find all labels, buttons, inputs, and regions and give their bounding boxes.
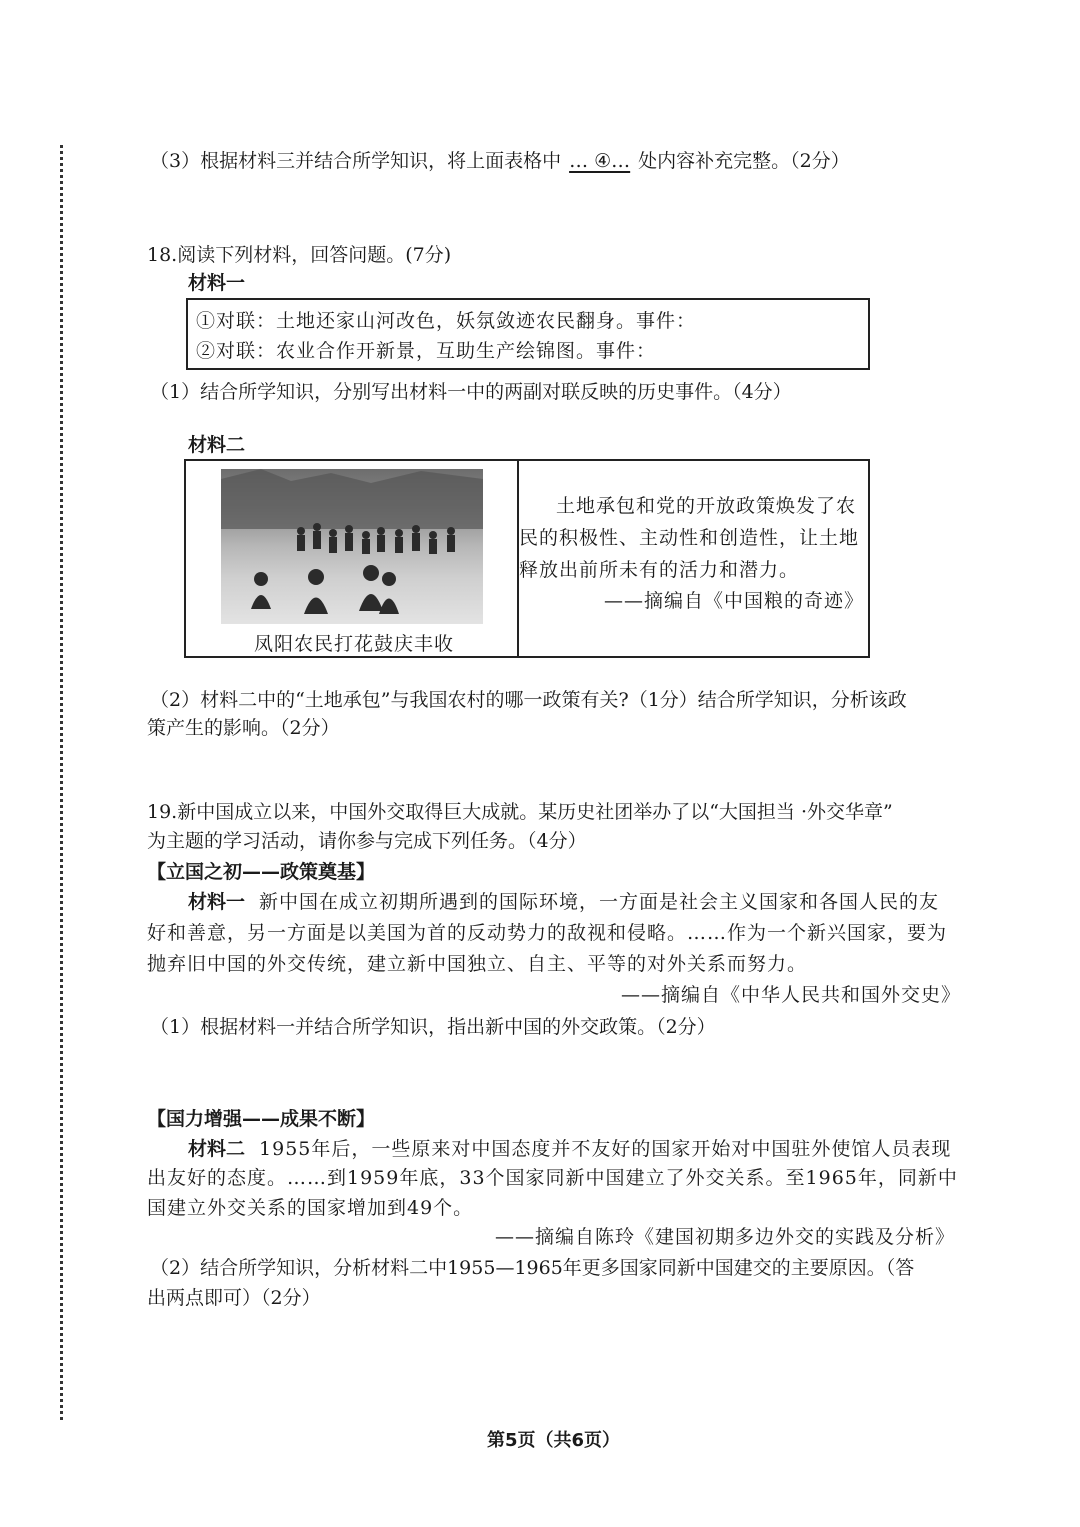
q19-material1-line1 bbox=[188, 887, 939, 914]
q18-material2-text-line3: 释放出前所未有的活力和潜力。 bbox=[519, 559, 800, 581]
q17-sub3 bbox=[150, 146, 850, 173]
q18-material2-label: 材料二 bbox=[188, 434, 246, 456]
q19-material2-label: 材料二 bbox=[188, 1138, 246, 1160]
q19-sub2-line2: 出两点即可）（2分） bbox=[147, 1287, 321, 1309]
q19-material2-line3: 国建立外交关系的国家增加到49个。 bbox=[147, 1197, 474, 1219]
q18-material2-text-line1: 土地承包和党的开放政策焕发了农 bbox=[556, 495, 857, 517]
fengyang-farmers-photo bbox=[221, 469, 483, 624]
q18-material2-source: ——摘编自《中国粮的奇迹》 bbox=[604, 590, 865, 612]
q19-material2-line1 bbox=[188, 1134, 951, 1161]
q19-heading-achievement: 【国力增强——成果不断】 bbox=[147, 1108, 376, 1130]
q19-intro-line1: 19.新中国成立以来，中国外交取得巨大成就。某历史社团举办了以“大国担当 ·外交华章” bbox=[147, 801, 893, 823]
q17-sub3-before: （3）根据材料三并结合所学知识，将上面表格中 bbox=[150, 150, 562, 172]
q18-couplet-box bbox=[186, 298, 870, 370]
q19-sub2-line1: （2）结合所学知识，分析材料二中1955—1965年更多国家同新中国建交的主要原因。（答 bbox=[150, 1257, 915, 1279]
q19-material1-text1: 新中国在成立初期所遇到的国际环境，一方面是社会主义国家和各国人民的友 bbox=[259, 891, 940, 913]
q18-material2-table bbox=[184, 459, 870, 658]
q18-sub2-line1: （2）材料二中的“土地承包”与我国农村的哪一政策有关?（1分）结合所学知识，分析该政 bbox=[150, 689, 907, 711]
q18-couplet-1: ①对联：土地还家山河改色，妖氛敛迹农民翻身。事件： bbox=[196, 310, 697, 332]
q18-couplet-2: ②对联：农业合作开新景，互助生产绘锦图。事件： bbox=[196, 340, 657, 362]
photo-crowd-illustration bbox=[221, 469, 483, 624]
q19-material2-text1: 1955年后，一些原来对中国态度并不友好的国家开始对中国驻外使馆人员表现 bbox=[259, 1138, 952, 1160]
q19-material1-line3: 抛弃旧中国的外交传统，建立新中国独立、自主、平等的对外关系而努力。 bbox=[147, 953, 808, 975]
q18-sub2-line2: 策产生的影响。（2分） bbox=[147, 717, 340, 739]
q18-title: 18.阅读下列材料，回答问题。(7分) bbox=[147, 244, 452, 266]
q17-sub3-blank: … ④… bbox=[569, 150, 631, 172]
photo-caption: 凤阳农民打花鼓庆丰收 bbox=[254, 633, 455, 655]
q18-material2-text-line2: 民的积极性、主动性和创造性，让土地 bbox=[519, 527, 860, 549]
q18-material1-label: 材料一 bbox=[188, 272, 246, 294]
q19-heading-policy: 【立国之初——政策奠基】 bbox=[147, 861, 376, 883]
page-footer-number: 第5页（共6页） bbox=[487, 1430, 621, 1451]
binding-margin-dotted-line bbox=[60, 145, 63, 1420]
q19-material1-line2: 好和善意，另一方面是以美国为首的反动势力的敌视和侵略。……作为一个新兴国家，要为 bbox=[147, 922, 948, 944]
q18-sub1: （1）结合所学知识，分别写出材料一中的两副对联反映的历史事件。（4分） bbox=[150, 381, 792, 403]
q19-material2-line2: 出友好的态度。……到1959年底，33个国家同新中国建立了外交关系。至1965年，同新中 bbox=[147, 1167, 958, 1189]
q19-material2-source: ——摘编自陈玲《建国初期多边外交的实践及分析》 bbox=[495, 1226, 956, 1248]
q19-intro-line2: 为主题的学习活动，请你参与完成下列任务。（4分） bbox=[147, 830, 587, 852]
q19-material1-source: ——摘编自《中华人民共和国外交史》 bbox=[621, 984, 962, 1006]
q19-material1-label: 材料一 bbox=[188, 891, 246, 913]
q17-sub3-after: 处内容补充完整。（2分） bbox=[638, 150, 850, 172]
q19-sub1: （1）根据材料一并结合所学知识，指出新中国的外交政策。（2分） bbox=[150, 1016, 716, 1038]
